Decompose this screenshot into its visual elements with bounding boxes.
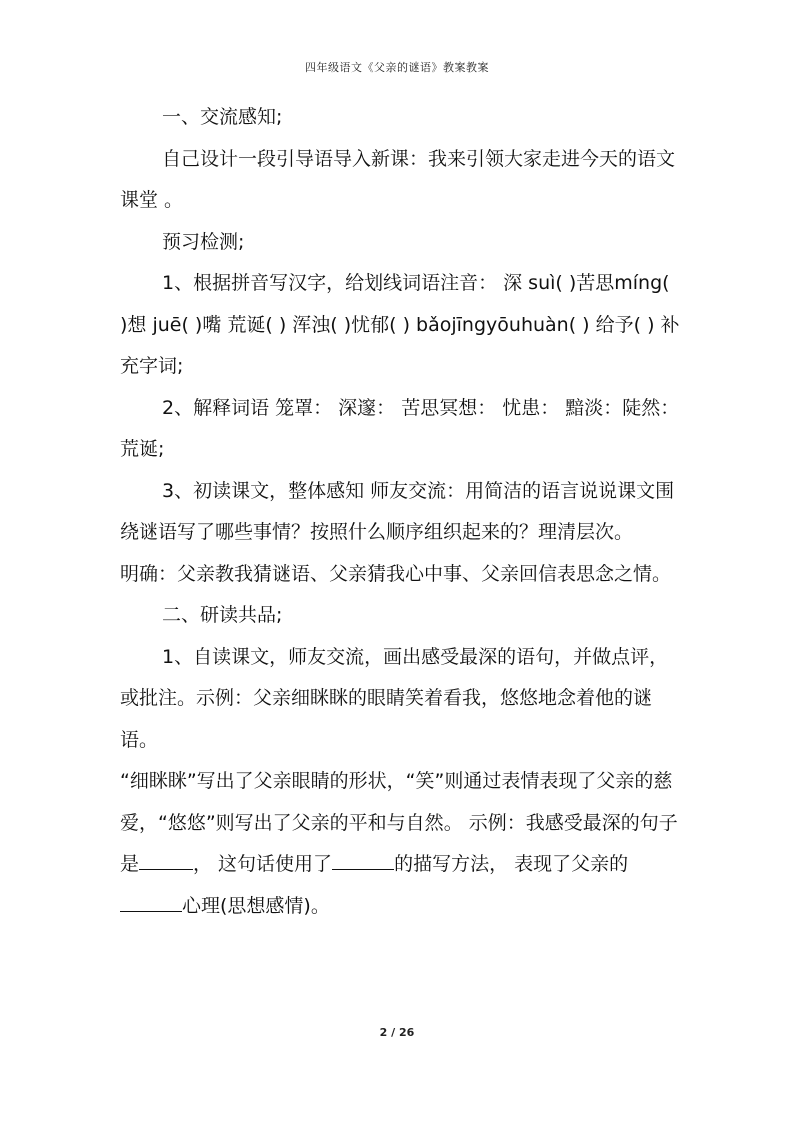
page-header: 四年级语文《父亲的谜语》教案教案	[305, 61, 489, 74]
example-text-2: ， 这句话使用了	[193, 853, 333, 875]
paragraph-intro: 自己设计一段引导语导入新课：我来引领大家走进今天的语文课堂 。	[120, 147, 676, 211]
paragraph-self-reading: 1、自读课文，师友交流，画出感受最深的语句，并做点评，或批注。示例：父亲细眯眯的眼睛笑着看我，悠悠地念着他的谜语。	[120, 645, 669, 751]
document-body	[120, 97, 680, 927]
section-heading-2: 二、研读共品;	[162, 604, 283, 626]
blank-line-2	[332, 848, 394, 870]
paragraph-first-reading: 3、初读课文，整体感知 师友交流：用简洁的语言说说课文围绕谜语写了哪些事情？按照什么顺序组织起来的？理清层次。	[120, 479, 675, 543]
paragraph-word-explanation: 2、解释词语 笼罩： 深邃： 苦思冥想： 忧患： 黯淡：陡然：荒诞;	[120, 396, 680, 460]
page-number: 2 / 26	[379, 1026, 415, 1039]
paragraph-example-analysis	[120, 761, 680, 927]
blank-line-3	[120, 890, 182, 912]
paragraph-pinyin-exercise: 1、根据拼音写汉字，给划线词语注音： 深 suì( )苦思míng( )想 juē( )嘴 荒诞( ) 浑浊( )忧郁( ) bǎojīngyōuhuàn( ) 给予( ) 补充字词;	[120, 272, 680, 377]
example-text-1: “细眯眯”写出了父亲眼睛的形状，“笑”则通过表情表现了父亲的慈爱，“悠悠”则写出了父亲的平和与自然。 示例：我感受最深的句子是	[120, 770, 678, 875]
section-heading-1: 一、交流感知;	[162, 106, 283, 128]
paragraph-conclusion: 明确：父亲教我猜谜语、父亲猜我心中事、父亲回信表思念之情。	[120, 562, 672, 585]
blank-line-1	[139, 848, 193, 870]
paragraph-preview: 预习检测;	[162, 230, 245, 253]
example-text-4: 心理(思想感情)。	[182, 894, 330, 917]
example-text-3: 的描写方法， 表现了父亲的	[394, 853, 629, 875]
